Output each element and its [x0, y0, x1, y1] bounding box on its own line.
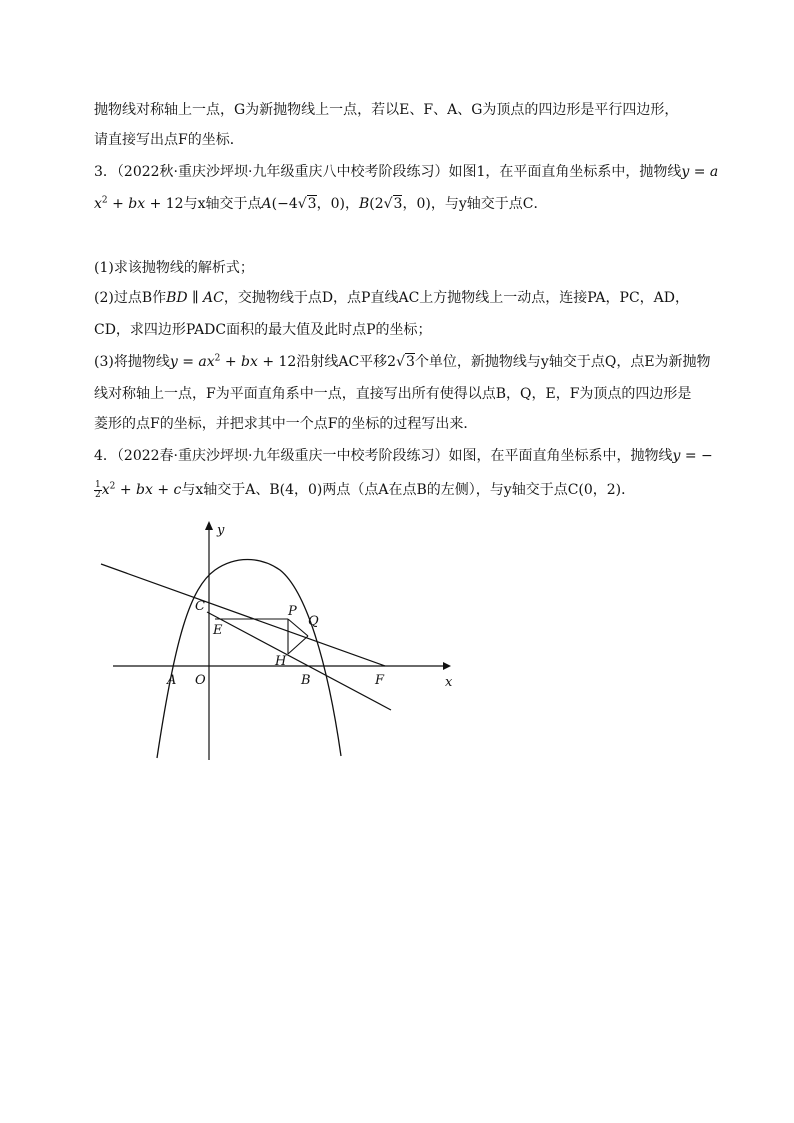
label-y: y: [217, 523, 225, 538]
problem3-q2-parallel: BD ∥ AC: [166, 290, 224, 306]
problem3-intro: 3．（2022秋·重庆沙坪坝·九年级重庆八中校考阶段练习）如图1，在平面直角坐标系中，抛物线y = a: [94, 164, 719, 180]
segment-hq: [288, 636, 308, 654]
problem3-q3-a: (3)将抛物线: [94, 354, 170, 370]
label-b: B: [301, 673, 311, 688]
problem4-intro-cont: [94, 480, 635, 500]
problem3-intro-a: 如图1，在平面直角坐标系中，抛物线: [448, 164, 682, 180]
problem3-q3-formula: $y = ax^2$ + bx + 12: [169, 353, 297, 370]
label-a: A: [167, 673, 177, 688]
problem4-intro: 4．（2022春·重庆沙坪坝·九年级重庆一中校考阶段练习）如图，在平面直角坐标系中，抛物线y = −: [94, 448, 713, 464]
problem3-q3-b: 沿射线AC平移: [296, 354, 388, 370]
label-h: H: [275, 654, 287, 669]
prev-problem-line-2: 请直接写出点F的坐标．: [94, 132, 244, 148]
y-axis-arrow: [205, 521, 213, 530]
problem3-q3-line1: [94, 352, 711, 372]
problem3-number: 3．: [94, 164, 117, 180]
label-x: x: [445, 675, 453, 690]
problem3-q3-line3: 菱形的点F的坐标，并把求其中一个点F的坐标的过程写出来．: [94, 416, 478, 432]
problem3-intro-cont: [94, 194, 547, 214]
problem3-q3-shift: 2√3: [387, 354, 415, 370]
line-eb: [207, 612, 391, 710]
problem4-source: （2022春·重庆沙坪坝·九年级重庆一中校考阶段练习）: [116, 448, 449, 464]
coordinate-figure: [95, 518, 465, 768]
problem3-q1: (1)求该抛物线的解析式；: [94, 260, 254, 276]
problem3-point-a: A(−4√3，0)，B(2√3，0): [261, 196, 431, 212]
problem3-q2-a: (2)过点B作: [94, 290, 167, 306]
label-e: E: [213, 623, 223, 638]
problem3-source: （2022秋·重庆沙坪坝·九年级重庆八中校考阶段练习）: [116, 164, 449, 180]
label-f: F: [375, 673, 385, 688]
problem3-q2-line1: [94, 288, 689, 308]
x-axis-arrow: [443, 662, 451, 670]
problem3-q3-line2: 线对称轴上一点，F为平面直角系中一点，直接写出所有使得以点B，Q，E，F为顶点的四边形是: [94, 386, 692, 402]
problem3-formula-start: y: [681, 164, 690, 180]
problem3-intro-c: ，与y轴交于点C．: [430, 196, 548, 212]
parabola-curve: [157, 560, 341, 759]
problem3-q2-line2: CD，求四边形PADC面积的最大值及此时点P的坐标；: [94, 322, 432, 338]
label-o: O: [195, 673, 206, 688]
problem3-q2-b: ，交抛物线于点D，点P直线AC上方抛物线上一动点，连接PA，PC，AD，: [223, 290, 690, 306]
line-cf: [101, 564, 385, 666]
problem4-intro-b: 与x轴交于A、B(4，0)两点（点A在点B的左侧），与y轴交于点C(0，2)．: [181, 482, 636, 498]
prev-problem-line-1: 抛物线对称轴上一点，G为新抛物线上一点，若以E、F、A、G为顶点的四边形是平行四边形，: [94, 102, 679, 118]
problem3-formula-rest: $x^2$ + bx + 12: [94, 195, 184, 212]
problem4-intro-a: 如图，在平面直角坐标系中，抛物线: [448, 448, 673, 464]
problem3-q3-c: 个单位，新抛物线与y轴交于点Q，点E为新抛物: [414, 354, 711, 370]
problem4-formula: $\frac{1}{2}$ $x^2$ + bx + c: [95, 479, 182, 500]
problem4-number: 4．: [94, 448, 117, 464]
label-p: P: [288, 604, 297, 619]
problem3-intro-b: 与x轴交于点: [183, 196, 262, 212]
label-c: C: [195, 599, 205, 614]
segment-pq: [288, 619, 308, 636]
label-q: Q: [308, 614, 319, 629]
